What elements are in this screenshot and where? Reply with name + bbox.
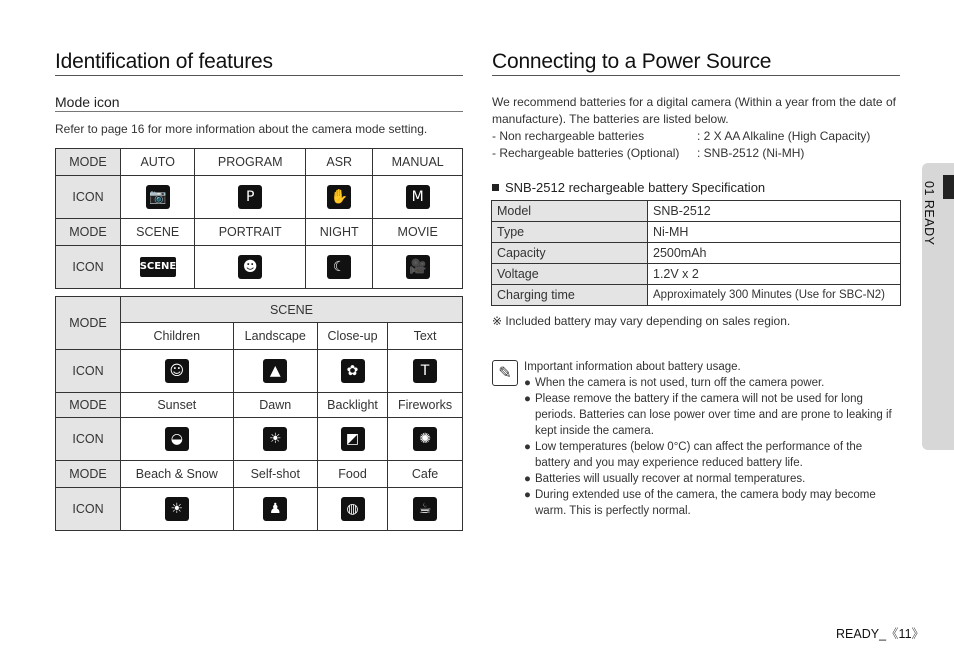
table-row [56, 297, 463, 323]
spec-key: Charging time [492, 285, 648, 306]
list-item: ● When the camera is not used, turn off the camera power. [524, 377, 825, 389]
spec-key: Voltage [492, 264, 648, 285]
spec-footnote: ※ Included battery may vary depending on sales region. [492, 314, 791, 328]
spec-key: Capacity [492, 243, 648, 264]
row-label: MODE [56, 149, 121, 176]
table-row [492, 222, 901, 243]
mode-beach-snow: Beach & Snow [121, 461, 234, 488]
table-row [56, 461, 463, 488]
mode-close-up: Close-up [317, 323, 387, 350]
spec-value: Ni-MH [648, 222, 901, 243]
mode-self-shot: Self-shot [233, 461, 317, 488]
mode-text: Text [388, 323, 463, 350]
row-label: ICON [56, 418, 121, 461]
table-row [56, 246, 463, 289]
scene-icon: SCENE [140, 257, 176, 277]
mode-table-2 [55, 296, 463, 531]
table-row [492, 201, 901, 222]
dawn-icon: ☀ [263, 427, 287, 451]
footer-label: READY_ [836, 627, 887, 641]
mode-children: Children [121, 323, 234, 350]
table-row [56, 149, 463, 176]
beach-snow-icon: ☀ [165, 497, 189, 521]
portrait-icon: ☻ [238, 255, 262, 279]
spec-value: 2500mAh [648, 243, 901, 264]
list-item-value: : SNB-2512 (Ni-MH) [697, 146, 805, 160]
chapter-side-tab [922, 163, 954, 450]
mode-sunset: Sunset [121, 393, 234, 418]
battery-intro: We recommend batteries for a digital camera (Within a year from the date of manufacture). The batteries are listed below. [492, 95, 896, 126]
list-item: - Rechargeable batteries (Optional) [492, 146, 680, 160]
mode-cafe: Cafe [388, 461, 463, 488]
spec-key: Model [492, 201, 648, 222]
left-title-rule [55, 75, 463, 76]
spec-value: SNB-2512 [648, 201, 901, 222]
mode-landscape: Landscape [233, 323, 317, 350]
mode-dawn: Dawn [233, 393, 317, 418]
battery-note [524, 359, 900, 519]
mode-food: Food [317, 461, 387, 488]
spec-title: SNB-2512 rechargeable battery Specification [505, 180, 766, 195]
movie-icon: 🎥 [406, 255, 430, 279]
food-icon: ◍ [341, 497, 365, 521]
table-row [56, 488, 463, 531]
list-item-value: : 2 X AA Alkaline (High Capacity) [697, 129, 871, 143]
table-row [492, 243, 901, 264]
row-label: MODE [56, 393, 121, 418]
table-row [56, 176, 463, 219]
tab-marker [943, 175, 954, 199]
table-row [56, 393, 463, 418]
battery-list [492, 128, 870, 162]
spec-value: Approximately 300 Minutes (Use for SBC-N2) [648, 285, 901, 306]
manual-m-icon: M [406, 185, 430, 209]
sunset-icon: ◒ [165, 427, 189, 451]
self-shot-icon: ♟ [263, 497, 287, 521]
mode-intro: Refer to page 16 for more information about the camera mode setting. [55, 122, 428, 136]
mode-asr: ASR [306, 149, 373, 176]
mode-backlight: Backlight [317, 393, 387, 418]
row-label: ICON [56, 246, 121, 289]
row-label: ICON [56, 350, 121, 393]
table-row [492, 264, 901, 285]
close-up-icon: ✿ [341, 359, 365, 383]
spec-value: 1.2V x 2 [648, 264, 901, 285]
left-title: Identification of features [55, 50, 273, 73]
page-footer: READY_《11》 [836, 627, 925, 641]
row-label: MODE [56, 297, 121, 350]
row-label: ICON [56, 488, 121, 531]
mode-auto: AUTO [121, 149, 195, 176]
children-icon: ☺ [165, 359, 189, 383]
mode-fireworks: Fireworks [388, 393, 463, 418]
night-icon: ☾ [327, 255, 351, 279]
chapter-label: 01 READY [922, 181, 936, 246]
mode-scene: SCENE [121, 219, 195, 246]
memo-pencil-icon: ✎ [492, 360, 518, 386]
landscape-icon: ▲ [263, 359, 287, 383]
list-item: ● Batteries will usually recover at normal temperatures. [524, 473, 806, 485]
camera-icon: 📷 [146, 185, 170, 209]
mode-manual: MANUAL [373, 149, 463, 176]
right-title-rule [492, 75, 900, 76]
program-icon: P [238, 185, 262, 209]
asr-hand-icon: ✋ [327, 185, 351, 209]
spec-heading [492, 180, 765, 195]
scene-group-header: SCENE [121, 297, 463, 323]
mode-portrait: PORTRAIT [195, 219, 306, 246]
backlight-icon: ◩ [341, 427, 365, 451]
mode-table-1 [55, 148, 463, 289]
list-item: ● During extended use of the camera, the camera body may become warm. This is perfectly normal. [524, 489, 876, 517]
row-label: MODE [56, 219, 121, 246]
table-row [56, 418, 463, 461]
square-bullet-icon [492, 184, 499, 191]
list-item: ● Low temperatures (below 0°C) can affect the performance of the battery and you may experience reduced battery life. [524, 441, 863, 469]
list-item: ● Please remove the battery if the camera will not be used for long periods. Batteries can lose power over time and are prone to leaking if kept inside the camera. [524, 393, 892, 437]
mode-movie: MOVIE [373, 219, 463, 246]
text-icon: T [413, 359, 437, 383]
spec-table [491, 200, 901, 306]
table-row [492, 285, 901, 306]
table-row [56, 350, 463, 393]
right-title: Connecting to a Power Source [492, 50, 772, 73]
row-label: MODE [56, 461, 121, 488]
mode-icon-subtitle: Mode icon [55, 94, 120, 110]
note-heading: Important information about battery usage. [524, 361, 741, 373]
page-number: 11 [898, 627, 912, 641]
list-item: - Non rechargeable batteries [492, 129, 645, 143]
mode-program: PROGRAM [195, 149, 306, 176]
spec-key: Type [492, 222, 648, 243]
fireworks-icon: ✺ [413, 427, 437, 451]
cafe-icon: ☕ [413, 497, 437, 521]
mode-night: NIGHT [306, 219, 373, 246]
row-label: ICON [56, 176, 121, 219]
subtitle-rule [55, 111, 463, 112]
table-row [56, 219, 463, 246]
